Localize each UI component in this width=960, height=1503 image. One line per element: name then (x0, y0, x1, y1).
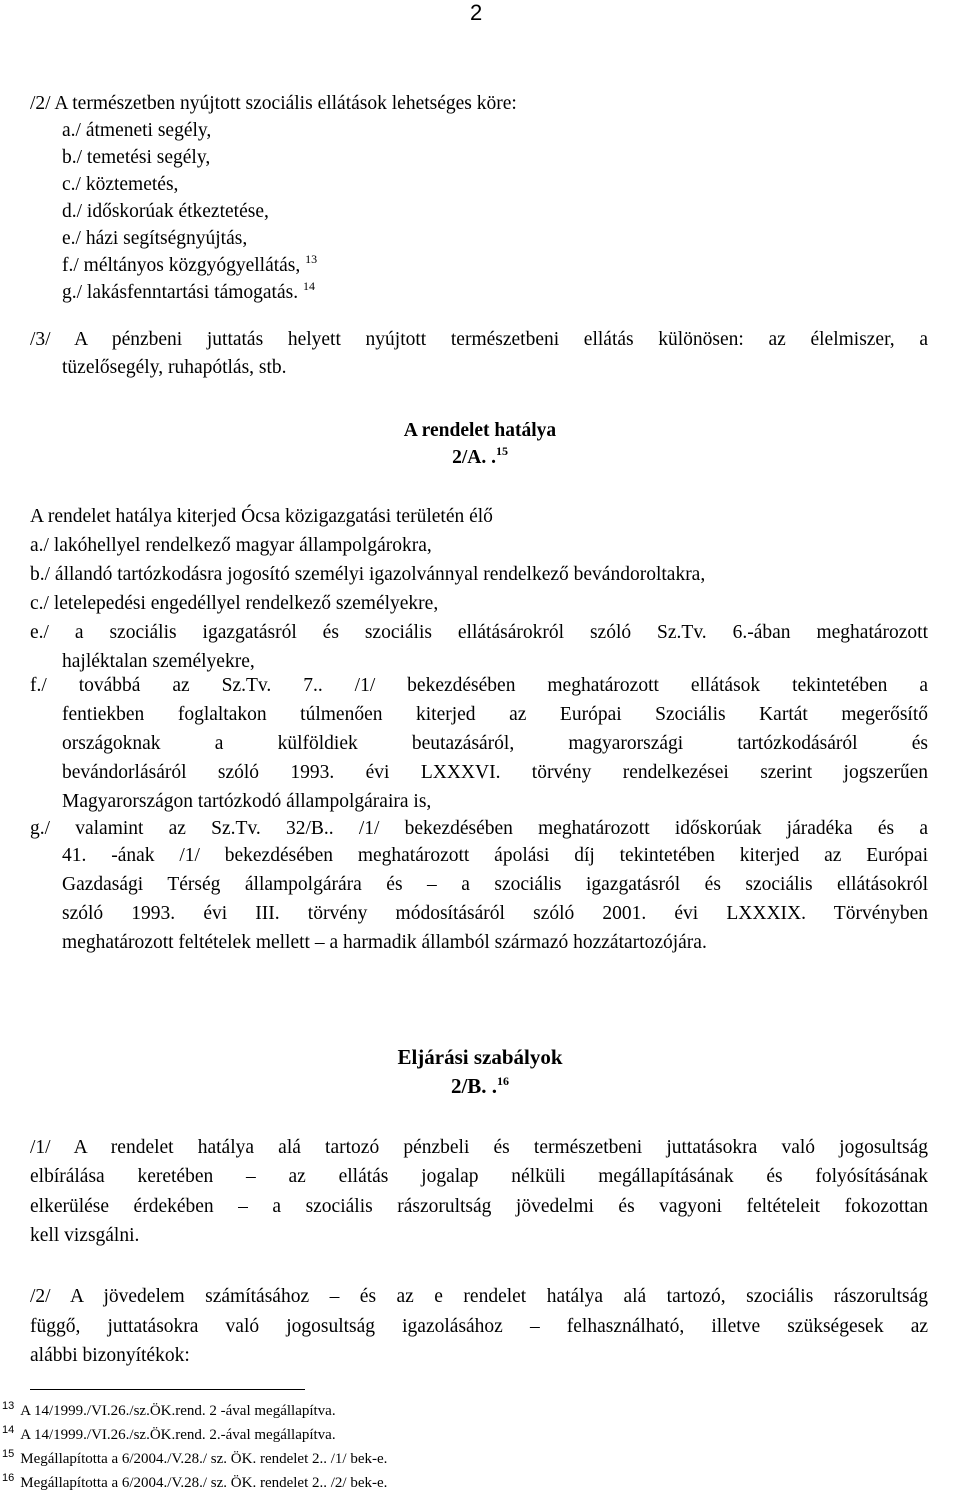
footnote-ref: 14 (302, 279, 315, 293)
paragraph-line: országoknak a külföldiek beutazásáról, magyarországi tartózkodásáról és (62, 733, 928, 754)
paragraph-label-text: 2/A. . (452, 447, 496, 468)
footnote-number: 16 (2, 1472, 15, 1484)
footnote-number: 13 (2, 1400, 15, 1412)
footnote (2, 1401, 336, 1421)
list-item-with-footnote (62, 252, 317, 280)
paragraph-line: c./ letelepedési engedéllyel rendelkező személyekre, (30, 593, 439, 614)
list-item-text: f./ méltányos közgyógyellátás, (62, 255, 301, 276)
paragraph-line: függő, juttatásokra való jogosultság igazolásához – felhasználható, illetve szükségesek az (30, 1316, 928, 1337)
footnote-ref: 13 (305, 252, 318, 266)
footnote-text: A 14/1999./VI.26./sz.ÖK.rend. 2.-ával megállapítva. (20, 1427, 336, 1443)
footnote-separator (30, 1389, 305, 1390)
section-heading: /2/ A természetben nyújtott szociális ellátások lehetséges köre: (30, 93, 517, 114)
footnote-ref: 16 (497, 1074, 510, 1088)
paragraph-label (0, 444, 960, 472)
paragraph-line: /3/ A pénzbeni juttatás helyett nyújtott természetbeni ellátás különösen: az élelmiszer, a (30, 329, 928, 350)
list-item: b./ temetési segély, (62, 147, 211, 168)
footnote-text: A 14/1999./VI.26./sz.ÖK.rend. 2 -ával megállapítva. (20, 1403, 336, 1419)
list-item: e./ házi segítségnyújtás, (62, 228, 248, 249)
paragraph-line: g./ valamint az Sz.Tv. 32/B.. /1/ bekezdésében meghatározott időskorúak járadéka és a (30, 818, 928, 839)
paragraph-line: b./ állandó tartózkodásra jogosító személyi igazolvánnyal rendelkező bevándoroltakra, (30, 564, 706, 585)
footnote-text: Megállapította a 6/2004./V.28./ sz. ÖK. rendelet 2.. /2/ bek-e. (20, 1475, 388, 1491)
paragraph-line: Magyarországon tartózkodó állampolgáraira is, (62, 791, 432, 812)
paragraph-line: fentiekben foglaltakon túlmenően kiterjed az Európai Szociális Kartát megerősítő (62, 704, 928, 725)
paragraph-line: meghatározott feltételek mellett – a harmadik államból származó hozzátartozójára. (62, 932, 707, 953)
list-item: d./ időskorúak étkeztetése, (62, 201, 269, 222)
paragraph-line: 41. -ának /1/ bekezdésében meghatározott ápolási díj tekintetében kiterjed az Európai (62, 845, 928, 866)
paragraph-label-text: 2/B. . (450, 1074, 498, 1098)
list-item-text: g./ lakásfenntartási támogatás. (62, 282, 299, 303)
footnote-number: 15 (2, 1448, 15, 1460)
list-item-with-footnote (62, 279, 315, 307)
paragraph-line: Gazdasági Térség állampolgárára és – a szociális igazgatásról és szociális ellátásokról (62, 874, 928, 895)
paragraph-line: szóló 1993. évi III. törvény módosításáról szóló 2001. évi LXXXIX. Törvényben (62, 903, 928, 924)
paragraph-line: f./ továbbá az Sz.Tv. 7.. /1/ bekezdésében meghatározott ellátások tekintetében a (30, 675, 928, 696)
footnote (2, 1449, 387, 1469)
paragraph-line: kell vizsgálni. (30, 1225, 140, 1246)
paragraph-intro: A rendelet hatálya kiterjed Ócsa közigazgatási területén élő (30, 506, 493, 527)
footnote-ref: 15 (495, 444, 508, 458)
paragraph-line: /2/ A jövedelem számításához – és az e rendelet hatálya alá tartozó, szociális rászorultság (30, 1286, 928, 1307)
footnote-text: Megállapította a 6/2004./V.28./ sz. ÖK. rendelet 2.. /1/ bek-e. (20, 1451, 388, 1467)
paragraph-line: e./ a szociális igazgatásról és szociális ellátásárokról szóló Sz.Tv. 6.-ában meghatározott (30, 622, 928, 643)
footnote (2, 1473, 387, 1493)
footnote-number: 14 (2, 1424, 15, 1436)
footnote (2, 1425, 336, 1445)
section-title: Eljárási szabályok (397, 1045, 563, 1069)
paragraph-line: a./ lakóhellyel rendelkező magyar állampolgárokra, (30, 535, 432, 556)
paragraph-line: hajléktalan személyekre, (62, 651, 255, 672)
paragraph-line: alábbi bizonyítékok: (30, 1345, 190, 1366)
section-title: A rendelet hatálya (403, 420, 557, 441)
page-number: 2 (470, 0, 483, 25)
paragraph-label (0, 1072, 960, 1100)
paragraph-line: bevándorlásáról szóló 1993. évi LXXXVI. törvény rendelkezései szerint jogszerűen (62, 762, 928, 783)
paragraph-line: elkerülése érdekében – a szociális rászorultság jövedelmi és vagyoni feltételeit fokozottan (30, 1196, 928, 1217)
list-item: c./ köztemetés, (62, 174, 179, 195)
paragraph-line: tüzelősegély, ruhapótlás, stb. (62, 357, 287, 378)
paragraph-line: /1/ A rendelet hatálya alá tartozó pénzbeli és természetbeni juttatásokra való jogosultság (30, 1137, 928, 1158)
paragraph-line: elbírálása keretében – az ellátás jogalap nélküli megállapításának és folyósításának (30, 1166, 928, 1187)
list-item: a./ átmeneti segély, (62, 120, 212, 141)
